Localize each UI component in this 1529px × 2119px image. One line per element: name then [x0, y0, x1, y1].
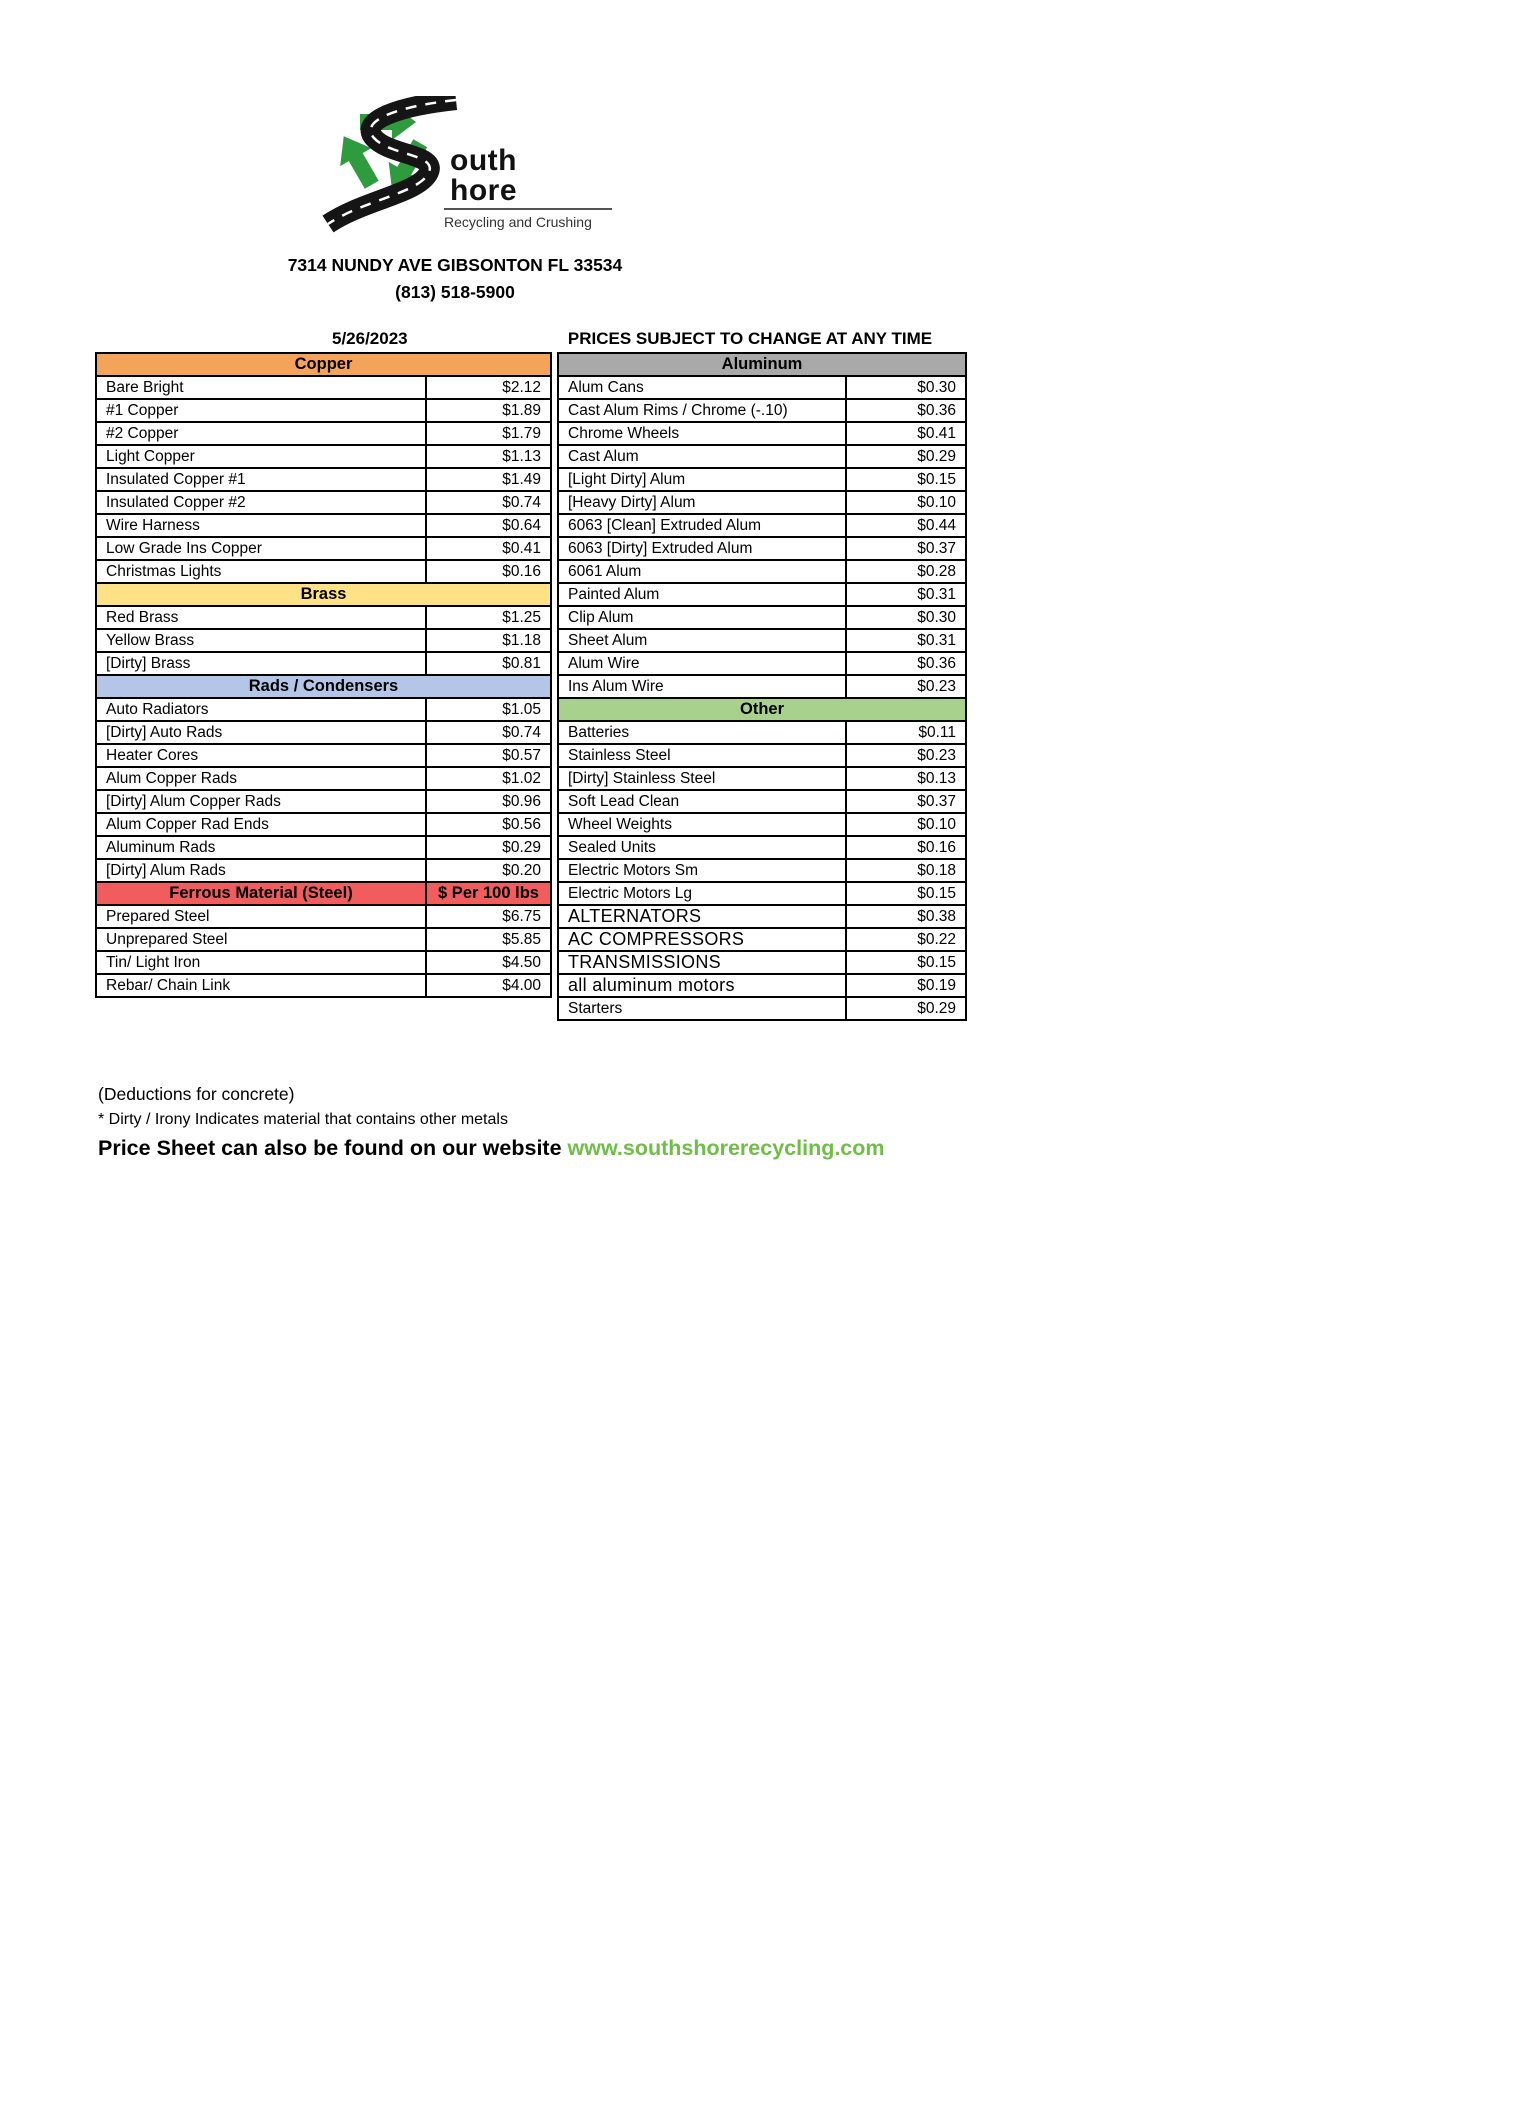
material-name: Sealed Units: [558, 836, 846, 859]
price-row: [96, 491, 551, 514]
material-name: Stainless Steel: [558, 744, 846, 767]
website-link[interactable]: www.southshorerecycling.com: [567, 1136, 885, 1160]
logo-wordmark: [450, 146, 517, 206]
price-row: [558, 491, 966, 514]
material-price: $0.29: [846, 445, 966, 468]
material-price: $1.18: [426, 629, 551, 652]
dirty-irony-note: * Dirty / Irony Indicates material that contains other metals: [98, 1111, 508, 1128]
price-row: [558, 583, 966, 606]
material-price: $1.13: [426, 445, 551, 468]
material-name: 6063 [Clean] Extruded Alum: [558, 514, 846, 537]
price-row: [558, 974, 966, 997]
material-name: 6061 Alum: [558, 560, 846, 583]
logo-subtitle: Recycling and Crushing: [444, 208, 612, 230]
section-header-row: [96, 353, 551, 376]
material-price: $0.11: [846, 721, 966, 744]
material-name: #2 Copper: [96, 422, 426, 445]
price-row: [96, 928, 551, 951]
price-row: [96, 698, 551, 721]
material-price: $0.64: [426, 514, 551, 537]
material-price: $0.15: [846, 468, 966, 491]
material-name: Prepared Steel: [96, 905, 426, 928]
material-price: $0.22: [846, 928, 966, 951]
material-price: $5.85: [426, 928, 551, 951]
date-label: 5/26/2023: [332, 329, 408, 348]
material-name: Painted Alum: [558, 583, 846, 606]
material-name: Electric Motors Sm: [558, 859, 846, 882]
price-row: [96, 767, 551, 790]
price-row: [558, 859, 966, 882]
price-row: [96, 905, 551, 928]
material-name: Yellow Brass: [96, 629, 426, 652]
material-price: $0.10: [846, 491, 966, 514]
right-price-table: [557, 352, 967, 1021]
price-row: [558, 882, 966, 905]
material-name: 6063 [Dirty] Extruded Alum: [558, 537, 846, 560]
material-price: $0.13: [846, 767, 966, 790]
material-name: #1 Copper: [96, 399, 426, 422]
material-price: $1.49: [426, 468, 551, 491]
material-price: $0.19: [846, 974, 966, 997]
material-name: [Dirty] Alum Rads: [96, 859, 426, 882]
company-logo: [322, 96, 622, 236]
price-row: [96, 445, 551, 468]
phone-line: (813) 518-5900: [395, 282, 515, 302]
price-row: [558, 997, 966, 1020]
price-row: [96, 399, 551, 422]
material-name: AC COMPRESSORS: [558, 928, 846, 951]
price-row: [558, 744, 966, 767]
material-name: Rebar/ Chain Link: [96, 974, 426, 997]
price-row: [558, 836, 966, 859]
section-header-row: [558, 698, 966, 721]
price-row: [558, 813, 966, 836]
website-line: [98, 1136, 885, 1161]
price-row: [96, 836, 551, 859]
material-price: $4.00: [426, 974, 551, 997]
material-price: $0.20: [426, 859, 551, 882]
deductions-note: (Deductions for concrete): [98, 1084, 295, 1104]
material-name: Aluminum Rads: [96, 836, 426, 859]
material-name: [Dirty] Brass: [96, 652, 426, 675]
material-name: Alum Wire: [558, 652, 846, 675]
material-name: Alum Copper Rad Ends: [96, 813, 426, 836]
price-row: [558, 652, 966, 675]
material-price: $0.38: [846, 905, 966, 928]
section-header-row: [558, 353, 966, 376]
material-price: $0.37: [846, 537, 966, 560]
material-price: $0.23: [846, 675, 966, 698]
price-row: [96, 652, 551, 675]
price-row: [558, 951, 966, 974]
section-header-row: [96, 675, 551, 698]
material-price: $0.57: [426, 744, 551, 767]
material-name: Ins Alum Wire: [558, 675, 846, 698]
material-name: Auto Radiators: [96, 698, 426, 721]
price-change-notice: PRICES SUBJECT TO CHANGE AT ANY TIME: [567, 329, 933, 348]
material-price: $0.37: [846, 790, 966, 813]
material-price: $0.16: [846, 836, 966, 859]
material-name: Heater Cores: [96, 744, 426, 767]
material-name: Insulated Copper #2: [96, 491, 426, 514]
section-title: Aluminum: [558, 353, 966, 376]
material-name: ALTERNATORS: [558, 905, 846, 928]
price-row: [558, 399, 966, 422]
material-name: Electric Motors Lg: [558, 882, 846, 905]
material-price: $0.18: [846, 859, 966, 882]
material-price: $0.10: [846, 813, 966, 836]
material-price: $0.96: [426, 790, 551, 813]
material-price: $0.41: [426, 537, 551, 560]
price-row: [96, 951, 551, 974]
price-row: [558, 790, 966, 813]
section-title: Rads / Condensers: [96, 675, 551, 698]
price-row: [558, 905, 966, 928]
material-price: $1.25: [426, 606, 551, 629]
material-price: $0.41: [846, 422, 966, 445]
price-row: [558, 468, 966, 491]
material-price: $0.36: [846, 399, 966, 422]
website-text: Price Sheet can also be found on our website: [98, 1136, 568, 1160]
material-name: Bare Bright: [96, 376, 426, 399]
price-row: [558, 537, 966, 560]
material-price: $6.75: [426, 905, 551, 928]
material-price: $1.79: [426, 422, 551, 445]
material-name: Alum Cans: [558, 376, 846, 399]
price-row: [558, 514, 966, 537]
section-title: Ferrous Material (Steel): [96, 882, 426, 905]
material-name: [Dirty] Alum Copper Rads: [96, 790, 426, 813]
material-price: $0.74: [426, 491, 551, 514]
logo-word-shore: hore: [450, 174, 518, 207]
price-row: [96, 376, 551, 399]
price-row: [558, 721, 966, 744]
address-line: 7314 NUNDY AVE GIBSONTON FL 33534: [287, 255, 623, 275]
price-row: [96, 422, 551, 445]
material-name: [Dirty] Auto Rads: [96, 721, 426, 744]
material-name: Cast Alum Rims / Chrome (-.10): [558, 399, 846, 422]
price-row: [558, 606, 966, 629]
price-row: [558, 928, 966, 951]
logo-word-south: outh: [450, 144, 517, 177]
price-row: [96, 859, 551, 882]
price-row: [96, 560, 551, 583]
material-price: $0.44: [846, 514, 966, 537]
price-row: [558, 376, 966, 399]
price-row: [96, 606, 551, 629]
price-row: [558, 629, 966, 652]
price-row: [96, 744, 551, 767]
material-name: Cast Alum: [558, 445, 846, 468]
material-name: Low Grade Ins Copper: [96, 537, 426, 560]
address-block: [250, 252, 660, 306]
material-name: Wheel Weights: [558, 813, 846, 836]
price-row: [558, 767, 966, 790]
price-row: [96, 721, 551, 744]
material-name: [Heavy Dirty] Alum: [558, 491, 846, 514]
material-price: $0.15: [846, 882, 966, 905]
section-title: Other: [558, 698, 966, 721]
material-name: Wire Harness: [96, 514, 426, 537]
material-price: $2.12: [426, 376, 551, 399]
material-price: $0.36: [846, 652, 966, 675]
section-title: Brass: [96, 583, 551, 606]
material-price: $0.29: [426, 836, 551, 859]
material-name: Sheet Alum: [558, 629, 846, 652]
material-price: $0.28: [846, 560, 966, 583]
material-name: Clip Alum: [558, 606, 846, 629]
material-price: $4.50: [426, 951, 551, 974]
material-name: Light Copper: [96, 445, 426, 468]
material-price: $0.15: [846, 951, 966, 974]
material-price: $0.16: [426, 560, 551, 583]
material-name: Tin/ Light Iron: [96, 951, 426, 974]
section-price-unit: $ Per 100 lbs: [426, 882, 551, 905]
material-name: all aluminum motors: [558, 974, 846, 997]
material-name: Christmas Lights: [96, 560, 426, 583]
material-name: Chrome Wheels: [558, 422, 846, 445]
material-price: $0.81: [426, 652, 551, 675]
material-name: TRANSMISSIONS: [558, 951, 846, 974]
material-price: $0.30: [846, 376, 966, 399]
material-name: Starters: [558, 997, 846, 1020]
price-row: [96, 514, 551, 537]
material-name: [Dirty] Stainless Steel: [558, 767, 846, 790]
material-price: $0.31: [846, 583, 966, 606]
price-row: [96, 537, 551, 560]
section-header-row: [96, 882, 551, 905]
material-price: $0.23: [846, 744, 966, 767]
left-price-table: [95, 352, 552, 998]
price-row: [558, 422, 966, 445]
material-price: $0.30: [846, 606, 966, 629]
price-row: [96, 468, 551, 491]
section-title: Copper: [96, 353, 551, 376]
price-row: [96, 813, 551, 836]
price-row: [558, 675, 966, 698]
material-price: $0.29: [846, 997, 966, 1020]
material-price: $1.05: [426, 698, 551, 721]
material-name: Insulated Copper #1: [96, 468, 426, 491]
material-price: $1.89: [426, 399, 551, 422]
section-header-row: [96, 583, 551, 606]
material-price: $0.31: [846, 629, 966, 652]
material-name: Red Brass: [96, 606, 426, 629]
material-price: $0.56: [426, 813, 551, 836]
price-row: [558, 560, 966, 583]
price-row: [96, 974, 551, 997]
material-name: Soft Lead Clean: [558, 790, 846, 813]
material-name: Unprepared Steel: [96, 928, 426, 951]
material-name: Alum Copper Rads: [96, 767, 426, 790]
material-price: $0.74: [426, 721, 551, 744]
price-row: [96, 629, 551, 652]
price-row: [96, 790, 551, 813]
material-name: [Light Dirty] Alum: [558, 468, 846, 491]
material-name: Batteries: [558, 721, 846, 744]
material-price: $1.02: [426, 767, 551, 790]
price-row: [558, 445, 966, 468]
